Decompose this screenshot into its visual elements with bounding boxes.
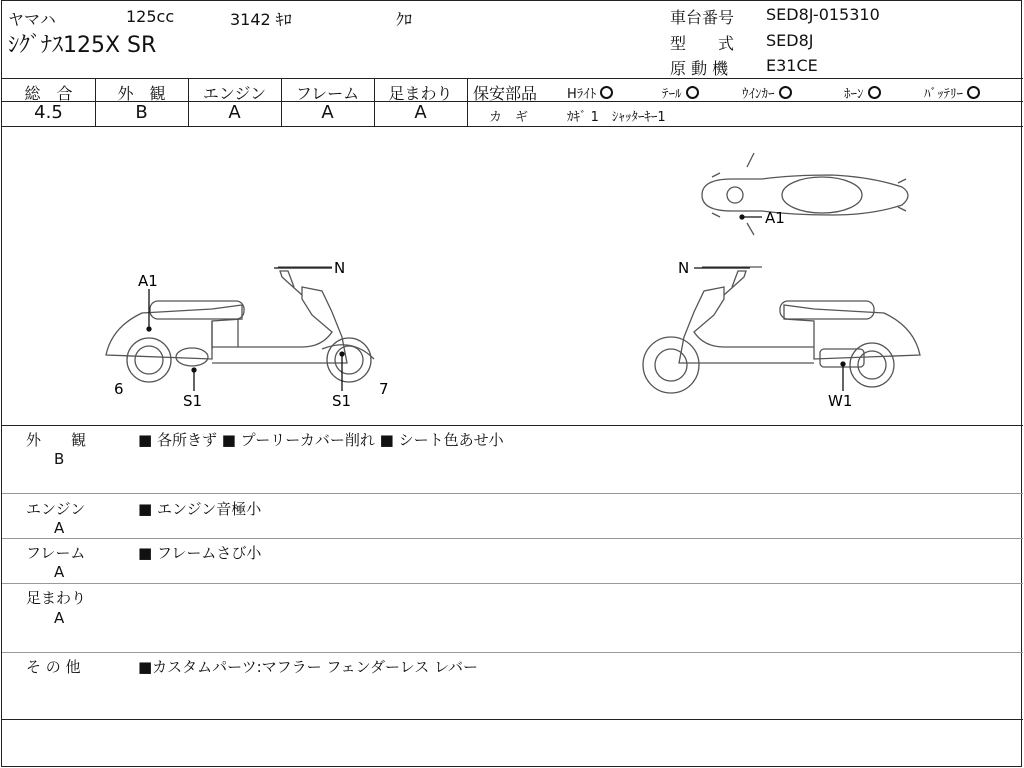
note-text-engine: ■ エンジン音極小 [138,500,262,518]
left-view-callouts [147,268,344,391]
top-view-callouts [740,215,762,219]
engine-label: 原 動 機 [670,59,729,78]
maker: ヤマハ [8,10,56,29]
note-text-other: ■カスタムパーツ:マフラー フェンダーレス レバー [138,658,479,676]
safety-item-headlight: Hﾗｲﾄ [567,83,613,102]
inspection-sheet [1,0,1022,767]
divider [2,425,1023,426]
grade-label-frame: フレーム [295,84,360,103]
displacement: 125cc [126,7,175,26]
grade-frame: A [321,102,334,123]
divider [2,493,1023,494]
divider [467,78,468,126]
safety-label: 保安部品 [473,84,538,103]
grade-suspension: A [414,102,427,123]
engine-value: E31CE [766,56,818,75]
label-s1-b: S1 [332,392,352,410]
label-a1-top: A1 [765,209,785,227]
note-label-engine: エンジン [26,500,86,518]
note-grade-engine: A [54,519,65,537]
safety-item-horn: ﾎｰﾝ [844,83,881,102]
label-6: 6 [114,380,124,398]
note-grade-frame: A [54,563,65,581]
note-label-frame: フレーム [26,544,86,562]
note-label-other: そ の 他 [26,658,81,676]
divider [2,652,1023,653]
note-label-exterior: 外 観 [26,431,87,449]
ok-circle-icon [686,86,699,99]
safety-item-winker: ｳｲﾝｶｰ [742,83,792,102]
grade-label-overall: 総 合 [24,84,73,103]
model-name: ｼｸﾞﾅｽ125X SR [8,33,157,58]
scooter-top-view [702,153,908,235]
color: ｸﾛ [396,10,413,29]
ok-circle-icon [868,86,881,99]
grade-overall: 4.5 [34,102,63,123]
ok-circle-icon [967,86,980,99]
frame-no-label: 車台番号 [670,8,735,27]
key-label: カ ギ [489,110,529,125]
divider [2,538,1023,539]
mileage: 3142 ｷﾛ [230,10,292,29]
frame-no: SED8J-015310 [766,5,880,24]
label-a1-left: A1 [138,272,158,290]
label-w1: W1 [828,392,853,410]
type-value: SED8J [766,31,814,50]
divider [2,78,1023,79]
key-value: ｶｷﾞ 1 ｼｬｯﾀｰｷｰ1 [567,110,666,125]
divider [2,583,1023,584]
ok-circle-icon [600,86,613,99]
right-view-callouts [694,268,845,391]
ok-circle-icon [779,86,792,99]
note-grade-exterior: B [54,450,65,468]
safety-item-battery: ﾊﾞｯﾃﾘｰ [924,83,980,102]
grade-label-exterior: 外 観 [117,84,166,103]
grade-engine: A [228,102,241,123]
grade-exterior: B [135,102,148,123]
label-s1-a: S1 [183,392,203,410]
label-n-right: N [678,259,690,277]
grade-label-suspension: 足まわり [388,84,453,103]
divider [2,719,1023,720]
type-label: 型 式 [670,34,735,53]
grade-label-engine: エンジン [202,84,267,103]
note-grade-suspension: A [54,609,65,627]
note-text-exterior: ■ 各所きず ■ プーリーカバー削れ ■ シート色あせ小 [138,431,504,449]
note-label-suspension: 足まわり [26,589,87,607]
note-text-frame: ■ フレームさび小 [138,544,262,562]
scooter-diagram [2,127,1023,425]
scooter-right-view [643,267,920,393]
label-n-left: N [334,259,346,277]
label-7: 7 [379,380,389,398]
safety-item-tail: ﾃｰﾙ [662,83,699,102]
